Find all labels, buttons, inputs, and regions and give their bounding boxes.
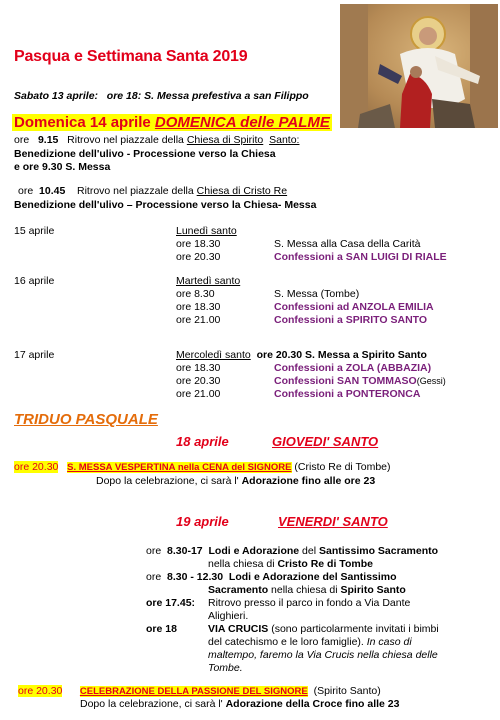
church-name: Chiesa di Spirito [186, 134, 264, 146]
triduo-heading: TRIDUO PASQUALE [14, 411, 158, 428]
time: 8.30 - 12.30 [167, 571, 224, 583]
row-text: S. Messa (Tombe) [274, 288, 360, 300]
after-prefix: Dopo la celebrazione, ci sarà l' [80, 698, 226, 710]
giovedi-place: (Cristo Re di Tombe) [294, 461, 391, 473]
text: del [299, 545, 319, 557]
venerdi-item1 [146, 545, 438, 557]
venerdi-item4-line4: Tombe. [208, 662, 243, 674]
venerdi-item2 [146, 571, 397, 583]
venerdi-item2-line2 [208, 584, 406, 596]
domenica-heading [12, 114, 332, 131]
day-name: Mercoledì santo [176, 349, 251, 361]
venerdi-item1-line2 [208, 558, 373, 570]
venerdi-after [80, 698, 399, 710]
text-bold: Lodi e Adorazione [208, 545, 300, 557]
venerdi-item4-text [208, 623, 439, 635]
domenica-block2-line2: Benedizione dell'ulivo – Processione verso la Chiesa- Messa [14, 199, 317, 211]
day-date: 15 aprile [14, 225, 55, 237]
time: 8.30-17 [167, 545, 203, 557]
ore-label: ore [18, 185, 34, 197]
text: nella chiesa di [268, 584, 341, 596]
day-name-line [176, 349, 427, 361]
time: 10.45 [39, 185, 66, 197]
day-date: 16 aprile [14, 275, 55, 287]
row-text-line [274, 375, 446, 387]
after-prefix: Dopo la celebrazione, ci sarà l' [96, 475, 242, 487]
text-bold: Lodi e Adorazione del Santissimo [228, 571, 397, 583]
row-time: ore 20.30 [176, 251, 221, 263]
day-name: Lunedì santo [176, 225, 237, 237]
venerdi-item4-time: ore 18 [146, 623, 177, 635]
text-bold: Cristo Re di Tombe [277, 558, 373, 570]
venerdi-place: (Spirito Santo) [313, 685, 381, 697]
row-text: S. Messa alla Casa della Carità [274, 238, 421, 250]
text-italic: In caso di [366, 636, 412, 648]
venerdi-item3-line2: Alighieri. [208, 610, 249, 622]
row-text: Confessioni ad ANZOLA EMILIA [274, 301, 434, 313]
text-bold-2: Santissimo Sacramento [318, 545, 439, 557]
domenica-block2-line1 [18, 185, 287, 197]
ore-label: ore [146, 545, 162, 557]
text: Ritrovo nel piazzale della [76, 185, 194, 197]
text: nella chiesa di [208, 558, 278, 570]
venerdi-item3-time: ore 17.45: [146, 597, 196, 609]
page-title: Pasqua e Settimana Santa 2019 [14, 48, 248, 65]
row-text: Confessioni SAN TOMMASO [274, 375, 417, 387]
row-time: ore 18.30 [176, 238, 221, 250]
domenica-block1-line1 [14, 134, 299, 146]
giovedi-event-line [14, 461, 391, 473]
row-time: ore 21.00 [176, 388, 221, 400]
text-bold-2: Spirito Santo [340, 584, 406, 596]
day-extra: ore 20.30 S. Messa a Spirito Santo [256, 349, 427, 361]
giovedi-date: 18 aprile [176, 434, 229, 449]
venerdi-event-line [18, 685, 381, 697]
venerdi-date: 19 aprile [176, 514, 229, 529]
row-text: Confessioni a PONTERONCA [274, 388, 421, 400]
text: Ritrovo nel piazzale della [67, 134, 184, 146]
row-suffix: (Gessi) [416, 376, 446, 386]
domenica-block1-line3: e ore 9.30 S. Messa [14, 161, 111, 173]
sabato-line [14, 90, 309, 102]
row-time: ore 20.30 [176, 375, 221, 387]
ore-label: ore [146, 571, 162, 583]
after-bold: Adorazione fino alle ore 23 [241, 475, 376, 487]
giovedi-name: GIOVEDI' SANTO [272, 434, 379, 449]
giovedi-after [96, 475, 375, 487]
text: del catechismo e le loro famiglie). [208, 636, 367, 648]
domenica-palme: DOMENICA delle PALME [154, 114, 330, 131]
venerdi-time: ore 20.30 [18, 685, 63, 697]
row-time: ore 18.30 [176, 301, 221, 313]
time: 9.15 [37, 134, 59, 146]
mosaic-christ-icon [340, 4, 498, 128]
day-name: Martedì santo [176, 275, 241, 287]
after-bold: Adorazione della Croce fino alle 23 [225, 698, 400, 710]
church-name: Chiesa di Cristo Re [196, 185, 288, 197]
row-time: ore 21.00 [176, 314, 221, 326]
day-date: 17 aprile [14, 349, 55, 361]
row-text: Confessioni a SPIRITO SANTO [274, 314, 428, 326]
sabato-text: ore 18: S. Messa prefestiva a san Filippo [106, 90, 309, 102]
giovedi-event: S. MESSA VESPERTINA nella CENA del SIGNORE [67, 462, 292, 473]
venerdi-item4-line3: maltempo, faremo la Via Crucis nella chiesa delle [208, 649, 438, 661]
venerdi-name: VENERDI' SANTO [278, 514, 388, 529]
ore-label: ore [14, 134, 30, 146]
row-text: Confessioni a SAN LUIGI DI RIALE [274, 251, 447, 263]
row-text: Confessioni a ZOLA (ABBAZIA) [274, 362, 432, 374]
text-bold: Sacramento [208, 584, 269, 596]
domenica-prefix: Domenica 14 aprile [14, 114, 155, 131]
venerdi-item3-text: Ritrovo presso il parco in fondo a Via Dante [208, 597, 411, 609]
row-time: ore 18.30 [176, 362, 221, 374]
venerdi-item4-line2 [208, 636, 412, 648]
text-bold: VIA CRUCIS [208, 623, 269, 635]
sabato-date: Sabato 13 aprile: [14, 90, 99, 102]
giovedi-time: ore 20.30 [14, 461, 59, 473]
venerdi-event: CELEBRAZIONE DELLA PASSIONE DEL SIGNORE [79, 686, 308, 697]
text: (sono particolarmente invitati i bimbi [268, 623, 439, 635]
domenica-block1-line2: Benedizione dell'ulivo - Processione verso la Chiesa [14, 148, 276, 160]
church-name-2: Santo: [269, 134, 300, 146]
row-time: ore 8.30 [176, 288, 215, 300]
